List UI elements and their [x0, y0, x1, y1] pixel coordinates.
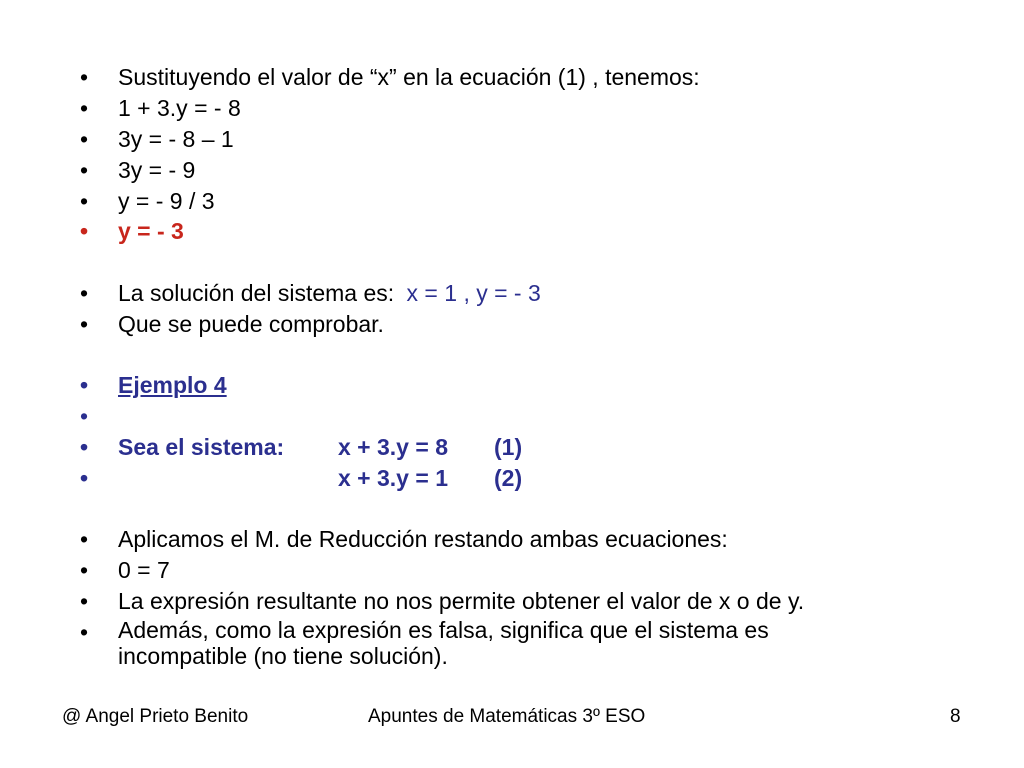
bullet-icon: •	[80, 188, 89, 214]
bullet-icon: •	[80, 434, 89, 460]
bullet-icon: •	[80, 403, 89, 429]
equation-2: x + 3.y = 1	[338, 465, 448, 491]
equation-2-number: (2)	[494, 465, 523, 491]
line-text: 1 + 3.y = - 8	[118, 95, 241, 121]
bullet-icon: •	[80, 95, 89, 121]
bullet-icon: •	[80, 588, 89, 614]
equation-1: x + 3.y = 8	[338, 434, 448, 460]
footer-course: Apuntes de Matemáticas 3º ESO	[368, 706, 646, 727]
line-text: y = - 9 / 3	[118, 188, 215, 214]
result-text: y = - 3	[118, 218, 184, 244]
line-text: 0 = 7	[118, 557, 170, 583]
conclusion-text: Además, como la expresión es falsa, significa que el sistema es incompatible (no tiene solución).	[118, 617, 769, 669]
line-text: Aplicamos el M. de Reducción restando ambas ecuaciones:	[118, 526, 728, 552]
bullet-icon: •	[80, 372, 89, 398]
bullet-icon: •	[80, 526, 89, 552]
bullet-icon: •	[80, 465, 89, 491]
bullet-icon: •	[80, 619, 89, 645]
line-text: Sustituyendo el valor de “x” en la ecuación (1) , tenemos:	[118, 64, 700, 90]
solution-values: x = 1 , y = - 3	[406, 280, 541, 306]
footer-author: @ Angel Prieto Benito	[62, 706, 249, 727]
bullet-icon: •	[80, 157, 89, 183]
line-text: 3y = - 8 – 1	[118, 126, 234, 152]
line-text: La expresión resultante no nos permite obtener el valor de x o de y.	[118, 588, 805, 614]
footer-page-number: 8	[950, 706, 961, 727]
equation-1-number: (1)	[494, 434, 523, 460]
bullet-icon: •	[80, 126, 89, 152]
bullet-icon: •	[80, 280, 89, 306]
line-text: Que se puede comprobar.	[118, 311, 384, 337]
bullet-icon: •	[80, 64, 89, 90]
line-text: 3y = - 9	[118, 157, 196, 183]
bullet-icon: •	[80, 218, 89, 244]
solution-prefix: La solución del sistema es:	[118, 280, 395, 306]
bullet-icon: •	[80, 557, 89, 583]
solution-sentence	[118, 278, 541, 308]
system-label: Sea el sistema:	[118, 434, 285, 460]
example-heading: Ejemplo 4	[118, 372, 227, 398]
bullet-icon: •	[80, 311, 89, 337]
